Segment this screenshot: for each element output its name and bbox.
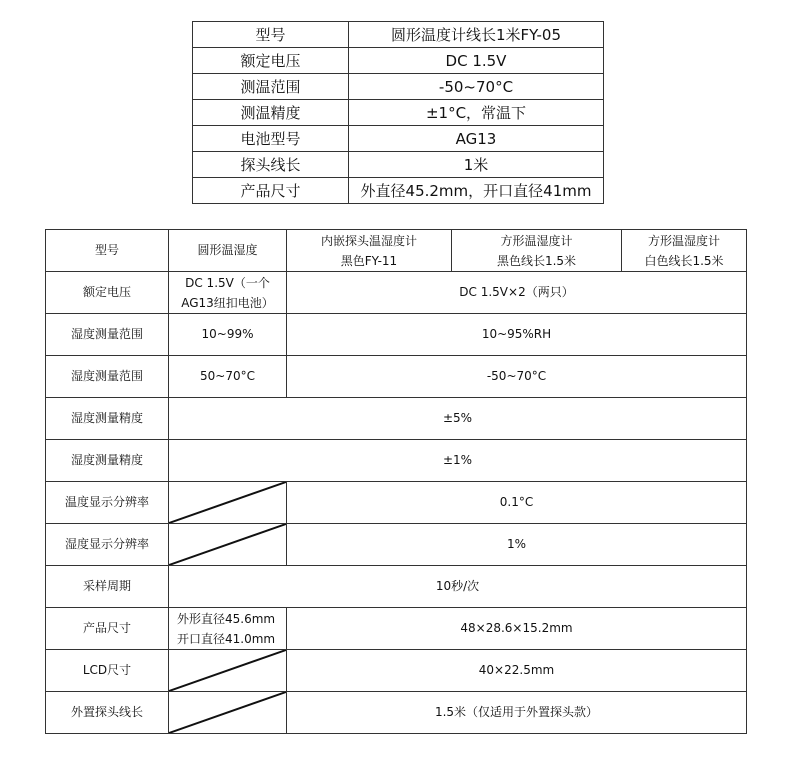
header-model-label: 型号 — [46, 230, 169, 272]
table-row — [46, 566, 747, 608]
not-applicable-cell — [169, 692, 287, 734]
spec-label: 电池型号 — [193, 126, 349, 152]
cell-value: 10~99% — [169, 314, 287, 356]
cell-value: DC 1.5V×2（两只） — [287, 272, 747, 314]
spec-label: 产品尺寸 — [193, 178, 349, 204]
header-line: 方形温湿度计 — [500, 233, 573, 248]
table-row — [193, 178, 604, 204]
diagonal-slash-icon — [169, 524, 286, 565]
cell-value: 1% — [287, 524, 747, 566]
header-line: 黑色线长1.5米 — [496, 253, 577, 268]
cell-value: ±1% — [169, 440, 747, 482]
spec-table-hygrometers — [45, 229, 747, 734]
cell-value — [169, 608, 287, 650]
row-label: 采样周期 — [46, 566, 169, 608]
spec-label: 额定电压 — [193, 48, 349, 74]
table-row — [46, 650, 747, 692]
not-applicable-cell — [169, 650, 287, 692]
table-row — [46, 440, 747, 482]
spec-value: AG13 — [349, 126, 604, 152]
diagonal-slash-icon — [169, 692, 286, 733]
row-label: 湿度测量范围 — [46, 314, 169, 356]
spec-label: 探头线长 — [193, 152, 349, 178]
cell-value: 0.1°C — [287, 482, 747, 524]
table-row — [46, 692, 747, 734]
header-square-black — [452, 230, 622, 272]
header-line: 黑色FY-11 — [340, 253, 398, 268]
table-header-row — [46, 230, 747, 272]
row-label: 湿度测量精度 — [46, 440, 169, 482]
spec-label: 测温精度 — [193, 100, 349, 126]
row-label: 湿度测量范围 — [46, 356, 169, 398]
spec-label: 型号 — [193, 22, 349, 48]
not-applicable-cell — [169, 482, 287, 524]
row-label: 产品尺寸 — [46, 608, 169, 650]
spec-value: 圆形温度计线长1米FY-05 — [349, 22, 604, 48]
cell-value: 50~70°C — [169, 356, 287, 398]
row-label: 温度显示分辨率 — [46, 482, 169, 524]
row-label: 湿度显示分辨率 — [46, 524, 169, 566]
diagonal-slash-icon — [169, 650, 286, 691]
cell-value — [169, 272, 287, 314]
header-line: 内嵌探头温湿度计 — [320, 233, 417, 248]
table-row — [46, 608, 747, 650]
table-row — [193, 48, 604, 74]
table-row — [193, 100, 604, 126]
table-row — [46, 482, 747, 524]
header-square-white — [622, 230, 747, 272]
row-label: LCD尺寸 — [46, 650, 169, 692]
table-row — [193, 22, 604, 48]
row-label: 额定电压 — [46, 272, 169, 314]
table-row — [193, 152, 604, 178]
cell-value: 1.5米（仅适用于外置探头款） — [287, 692, 747, 734]
cell-value: ±5% — [169, 398, 747, 440]
row-label: 外置探头线长 — [46, 692, 169, 734]
table-row — [193, 74, 604, 100]
table-row — [46, 272, 747, 314]
spec-table-round-thermometer — [192, 21, 604, 204]
cell-value: 48×28.6×15.2mm — [287, 608, 747, 650]
header-embedded-probe — [287, 230, 452, 272]
cell-value: 40×22.5mm — [287, 650, 747, 692]
table-row — [46, 314, 747, 356]
cell-line: DC 1.5V（一个 — [185, 275, 270, 290]
cell-line: AG13纽扣电池） — [181, 295, 274, 310]
table-row — [46, 356, 747, 398]
spec-value: -50~70°C — [349, 74, 604, 100]
header-line: 白色线长1.5米 — [644, 253, 724, 268]
diagonal-slash-icon — [169, 482, 286, 523]
table-row — [193, 126, 604, 152]
cell-line: 开口直径41.0mm — [177, 631, 276, 646]
not-applicable-cell — [169, 524, 287, 566]
cell-value: 10秒/次 — [169, 566, 747, 608]
spec-value: DC 1.5V — [349, 48, 604, 74]
table-row — [46, 398, 747, 440]
header-line: 方形温湿度计 — [647, 233, 720, 248]
spec-value: ±1°C，常温下 — [349, 100, 604, 126]
table-row — [46, 524, 747, 566]
cell-value: -50~70°C — [287, 356, 747, 398]
spec-value: 外直径45.2mm，开口直径41mm — [349, 178, 604, 204]
cell-value: 10~95%RH — [287, 314, 747, 356]
cell-line: 外形直径45.6mm — [177, 611, 276, 626]
header-round-hygrometer: 圆形温湿度 — [169, 230, 287, 272]
row-label: 湿度测量精度 — [46, 398, 169, 440]
spec-value: 1米 — [349, 152, 604, 178]
spec-label: 测温范围 — [193, 74, 349, 100]
